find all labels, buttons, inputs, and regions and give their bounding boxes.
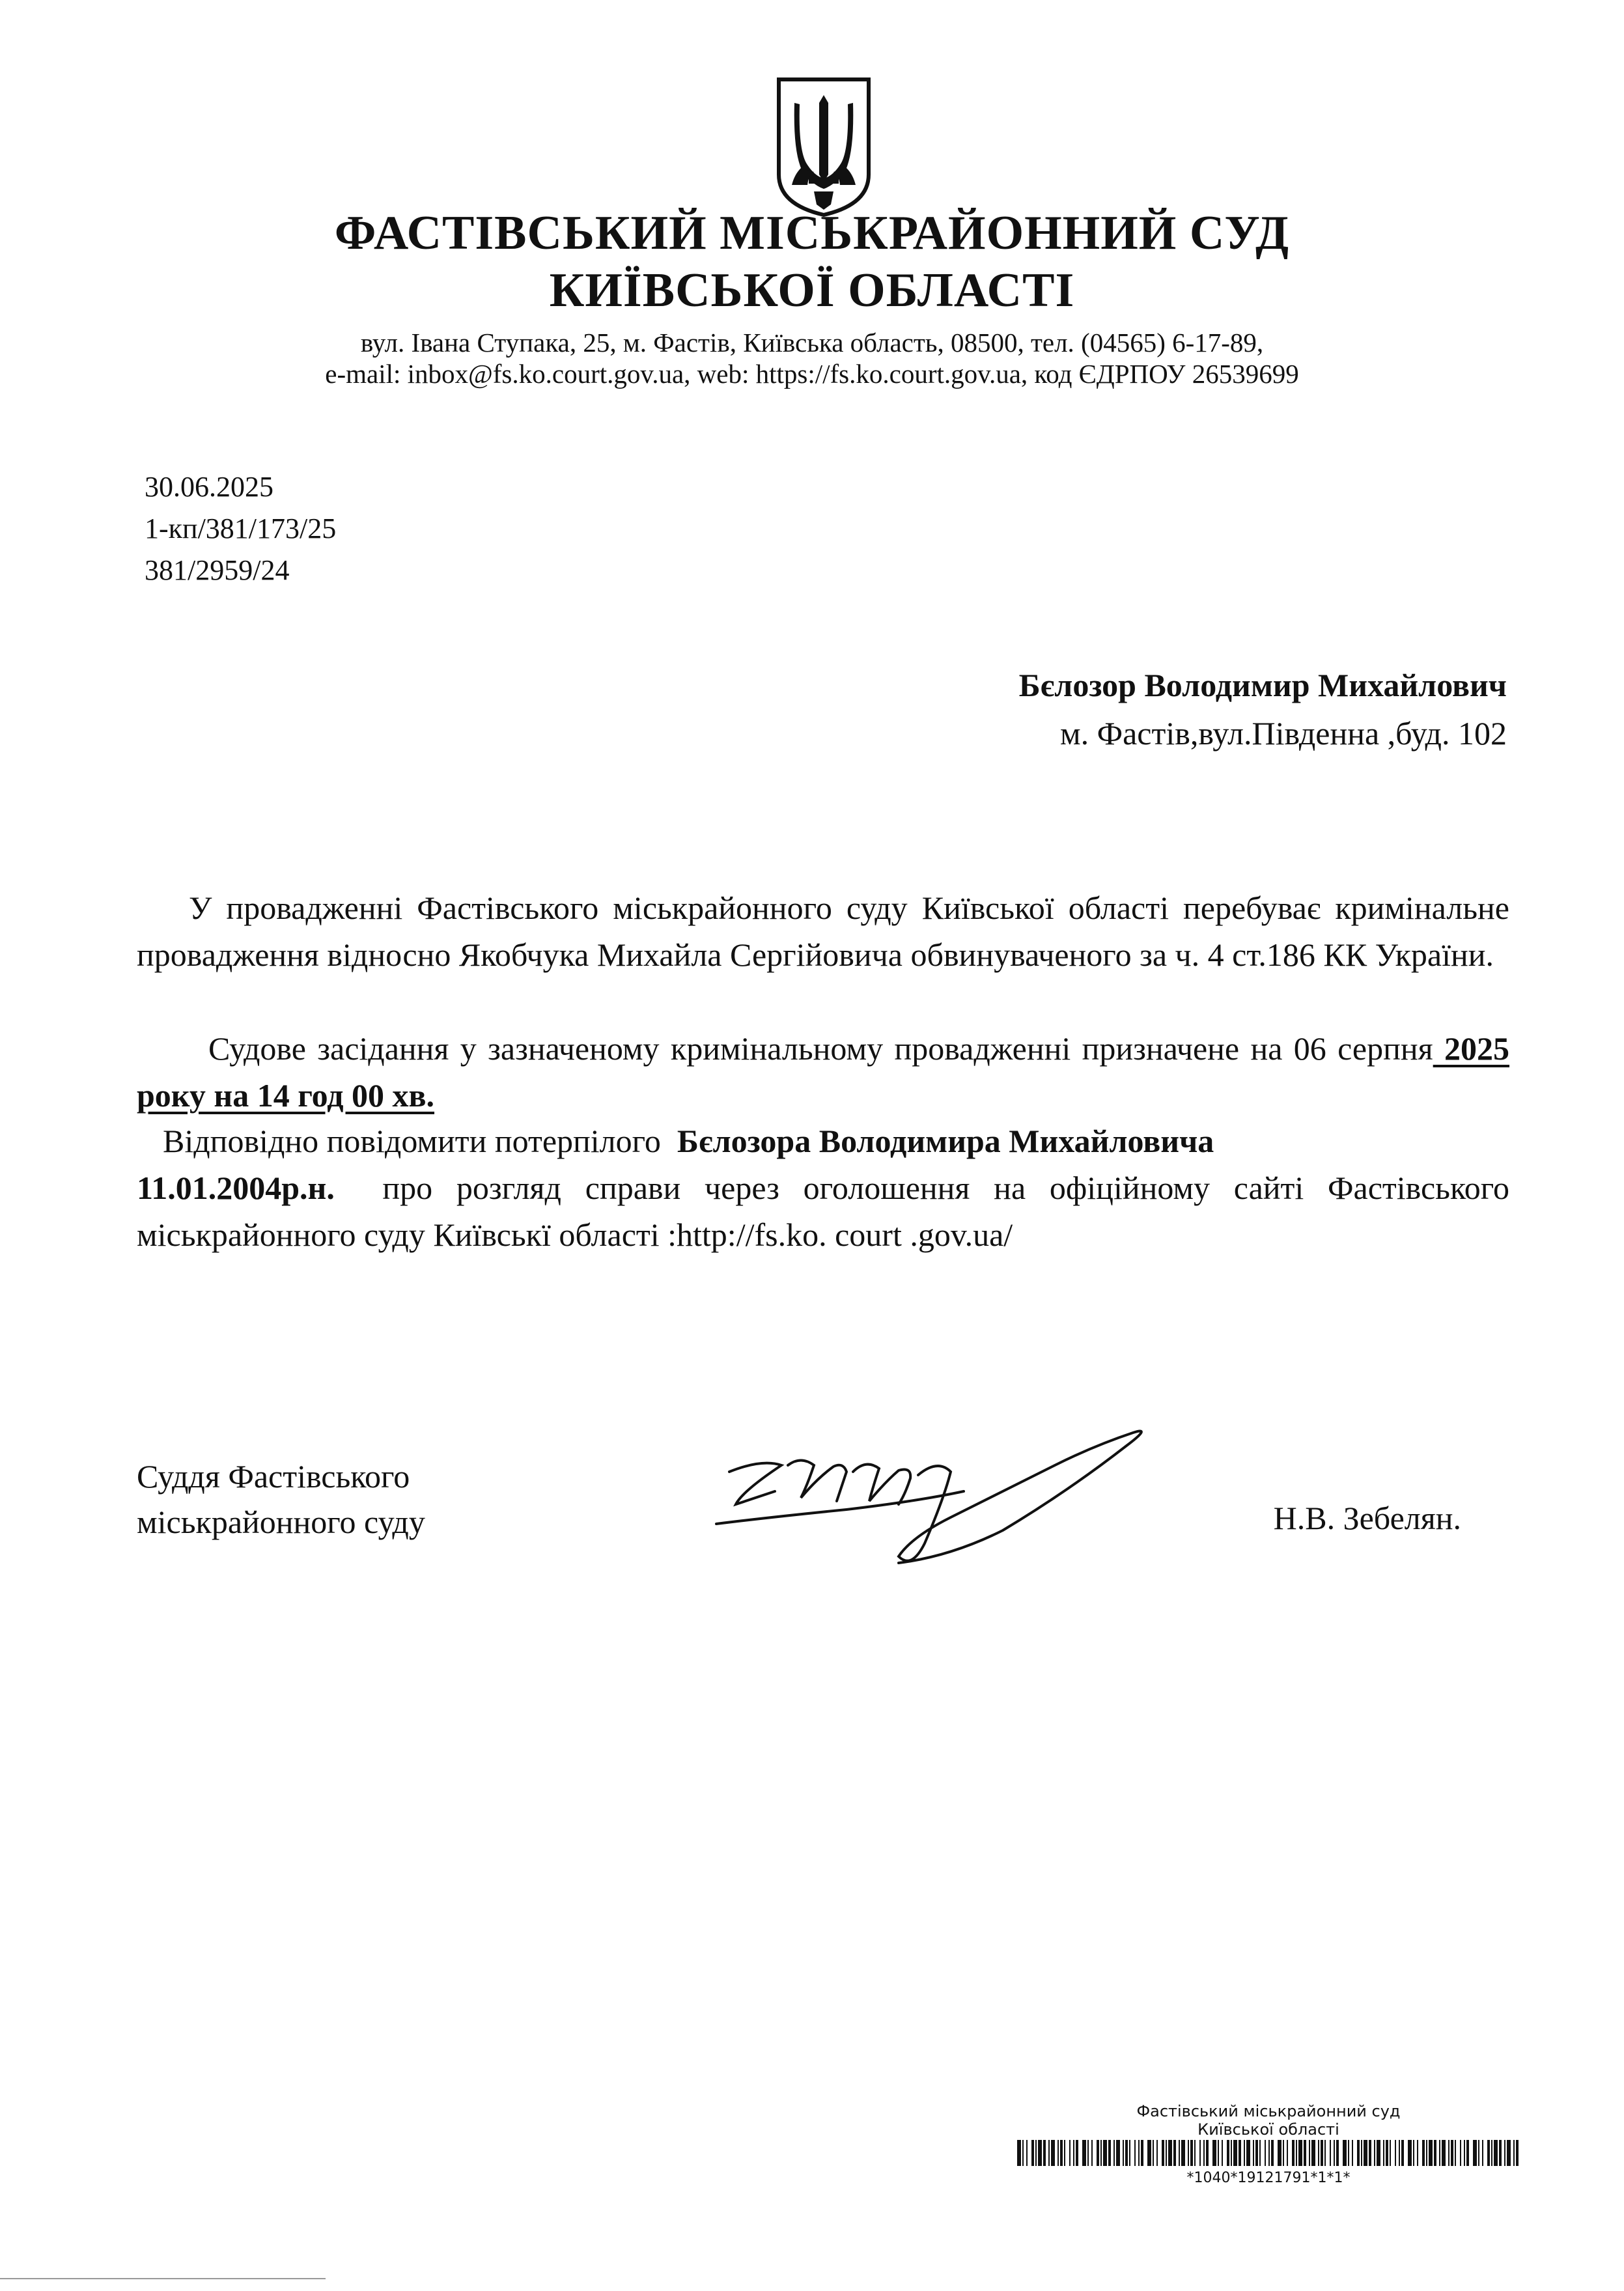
body-paragraph-1 (137, 884, 1509, 978)
recipient-block (1019, 661, 1507, 757)
body-paragraph-2 (137, 1025, 1509, 1119)
registration-stamp (1017, 2102, 1520, 2186)
stamp-court-name: Фастівський міськрайонний суд (1136, 2102, 1401, 2120)
document-date: 30.06.2025 (145, 471, 273, 503)
court-name-line2: КИЇВСЬКОЇ ОБЛАСТІ (549, 264, 1075, 317)
court-address-line1: вул. Івана Ступака, 25, м. Фастів, Київська область, 08500, тел. (04565) 6-17-89, (360, 328, 1264, 358)
case-number: 1-кп/381/173/25 (145, 513, 337, 544)
recipient-name: Бєлозор Володимир Михайлович (1018, 667, 1507, 703)
barcode-number: *1040*19121791*1*1* (1186, 2170, 1351, 2186)
barcode (1017, 2140, 1520, 2166)
p3-rest: про розгляд справи через оголошення на офіційному сайті Фастівського міськрайонного суду Київськї області :http://fs.ko. court .gov.ua/ (137, 1170, 1509, 1253)
court-name-line1: ФАСТІВСЬКИЙ МІСЬКРАЙОННИЙ СУД (334, 206, 1290, 260)
recipient-address: м. Фастів,вул.Південна ,буд. 102 (1059, 715, 1507, 752)
victim-name: Бєлозора Володимира Михайловича (677, 1123, 1214, 1159)
reference-block (145, 466, 336, 591)
p2-text: Судове засідання у зазначеному кримінальному провадженні призначене на 06 серпня (208, 1030, 1433, 1067)
judge-position (137, 1454, 425, 1545)
p3-text: Відповідно повідомити потерпілого (163, 1123, 661, 1159)
p1-text: У провадженні Фастівського міськрайонного суду Київської області перебуває кримінальне провадження відносно Якобчука Михайла Сергійовича обвинуваченого за ч. 4 ст.186 КК України. (137, 890, 1509, 973)
stamp-region: Київської області (1197, 2120, 1339, 2139)
hearing-datetime: 2025 року на 14 год 00 хв. (137, 1030, 1510, 1114)
judge-position-line2: міськрайонного суду (137, 1504, 425, 1540)
judge-position-line1: Суддя Фастівського (137, 1458, 410, 1495)
body-paragraph-3 (137, 1117, 1509, 1258)
trident-emblem-icon (775, 77, 873, 218)
handwritten-signature (703, 1394, 1159, 1615)
unique-case-number: 381/2959/24 (145, 554, 290, 586)
victim-dob: 11.01.2004р.н. (137, 1170, 335, 1206)
judge-name: Н.В. Зебелян. (1273, 1500, 1461, 1536)
page-bottom-rule (0, 2278, 326, 2279)
court-address-line2: e-mail: inbox@fs.ko.court.gov.ua, web: https://fs.ko.court.gov.ua, код ЄДРПОУ 26539699 (325, 359, 1299, 389)
